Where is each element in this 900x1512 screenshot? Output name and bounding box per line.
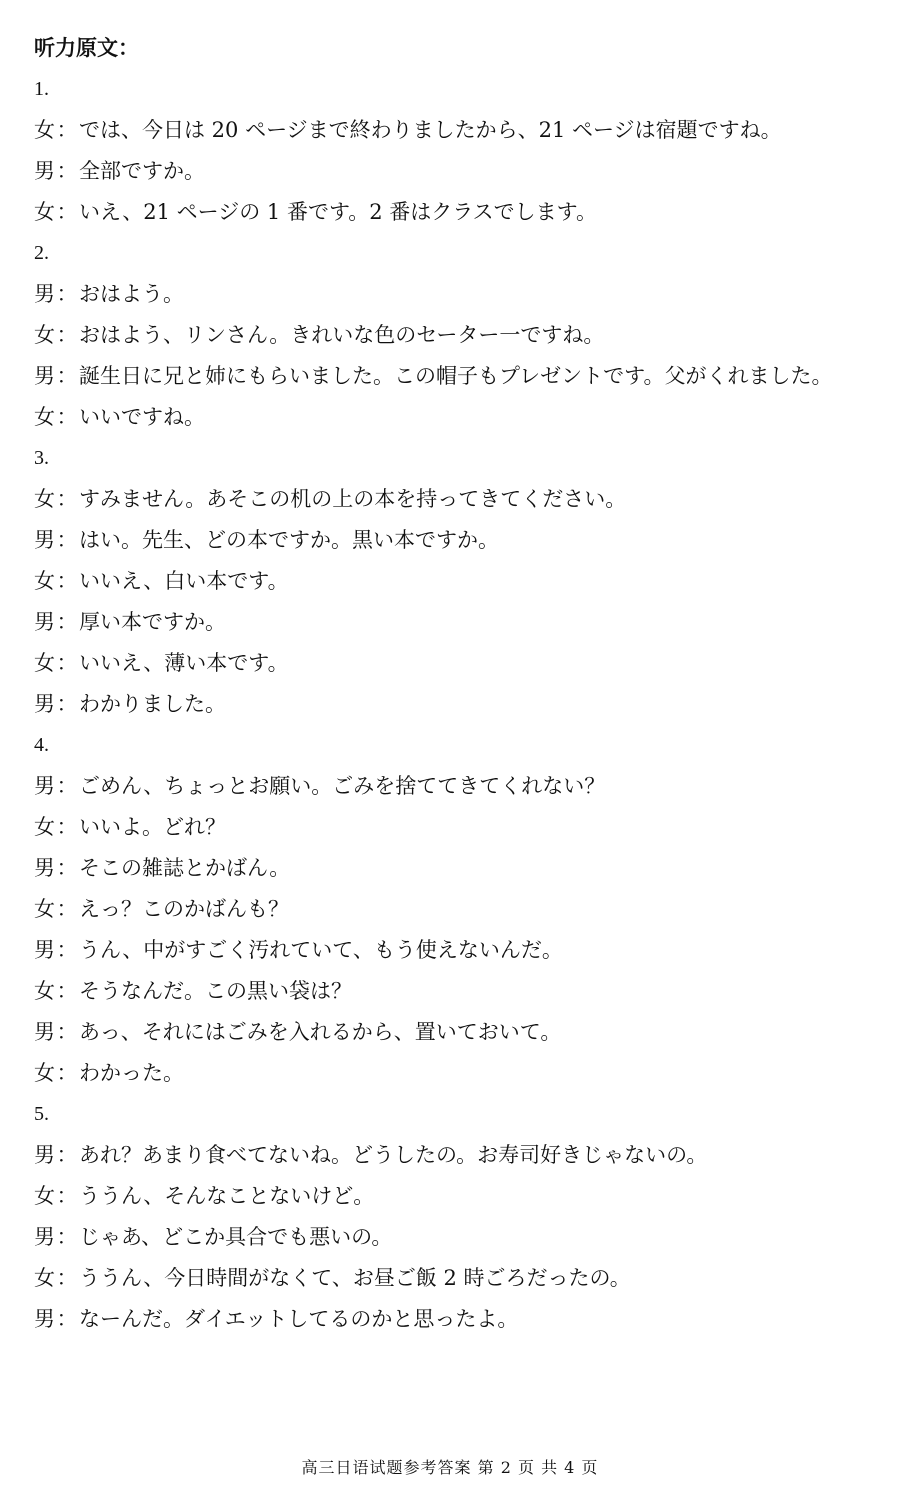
dialogue-line (34, 889, 874, 930)
speaker-label: 女 (34, 118, 55, 142)
speaker-label: 男 (34, 1225, 55, 1249)
dialogue-text: 厚い本ですか。 (79, 610, 226, 634)
speaker-separator: ： (56, 1225, 78, 1249)
speaker-separator: ： (56, 1143, 78, 1167)
dialogue-text: おはよう。 (79, 282, 184, 306)
dialogue-text: そうなんだ。この黒い袋は？ (79, 979, 352, 1003)
dialogue-line (34, 1299, 874, 1340)
dialogue-text: あれ？あまり食べてないね。どうしたの。お寿司好きじゃないの。 (79, 1143, 708, 1167)
dialogue-line (34, 1135, 874, 1176)
dialogue-text: 全部ですか。 (79, 159, 205, 183)
transcript-heading: 听力原文： (34, 36, 139, 60)
dialogue-text: いいですね。 (79, 405, 205, 429)
section-number: 4. (34, 734, 49, 756)
speaker-separator: ： (56, 159, 78, 183)
dialogue-text: わかりました。 (79, 692, 226, 716)
speaker-separator: ： (56, 569, 78, 593)
speaker-label: 男 (34, 610, 55, 634)
dialogue-text: 誕生日に兄と姉にもらいました。この帽子もプレゼントです。父がくれました。 (79, 364, 833, 388)
dialogue-line (34, 192, 874, 233)
dialogue-line (34, 315, 874, 356)
dialogue-text: わかった。 (79, 1061, 184, 1085)
speaker-separator: ： (56, 938, 78, 962)
speaker-separator: ： (56, 1061, 78, 1085)
speaker-separator: ： (56, 1020, 78, 1044)
transcript-page (34, 28, 874, 1340)
speaker-label: 女 (34, 651, 55, 675)
dialogue-text: ううん、そんなことないけど。 (79, 1184, 375, 1208)
speaker-label: 男 (34, 364, 55, 388)
dialogue-line (34, 1176, 874, 1217)
speaker-label: 男 (34, 1143, 55, 1167)
speaker-label: 女 (34, 405, 55, 429)
dialogue-text: はい。先生、どの本ですか。黒い本ですか。 (79, 528, 499, 552)
speaker-label: 女 (34, 979, 55, 1003)
dialogue-line (34, 561, 874, 602)
speaker-separator: ： (56, 282, 78, 306)
section-number: 1. (34, 78, 49, 100)
speaker-label: 男 (34, 282, 55, 306)
speaker-separator: ： (56, 856, 78, 880)
transcript-sections (34, 69, 874, 1340)
dialogue-text: おはよう、リンさん。きれいな色のセーター一ですね。 (79, 323, 605, 347)
speaker-separator: ： (56, 528, 78, 552)
speaker-separator: ： (56, 692, 78, 716)
dialogue-text: いいえ、薄い本です。 (79, 651, 289, 675)
dialogue-text: じゃあ、どこか具合でも悪いの。 (79, 1225, 393, 1249)
dialogue-line (34, 110, 874, 151)
dialogue-line (34, 971, 874, 1012)
speaker-label: 女 (34, 897, 55, 921)
speaker-label: 男 (34, 856, 55, 880)
dialogue-text: うん、中がすごく汚れていて、もう使えないんだ。 (79, 938, 563, 962)
dialogue-line (34, 1012, 874, 1053)
section-number: 3. (34, 447, 49, 469)
dialogue-line (34, 1053, 874, 1094)
speaker-label: 女 (34, 1061, 55, 1085)
speaker-separator: ： (56, 405, 78, 429)
dialogue-text: あっ、それにはごみを入れるから、置いておいて。 (79, 1020, 562, 1044)
dialogue-text: では、今日は 20 ページまで終わりましたから、21 ページは宿題ですね。 (79, 118, 782, 142)
speaker-label: 男 (34, 692, 55, 716)
dialogue-line (34, 684, 874, 725)
speaker-separator: ： (56, 1266, 78, 1290)
speaker-label: 男 (34, 938, 55, 962)
speaker-label: 男 (34, 774, 55, 798)
speaker-label: 女 (34, 1266, 55, 1290)
speaker-label: 女 (34, 815, 55, 839)
speaker-separator: ： (56, 979, 78, 1003)
speaker-label: 女 (34, 1184, 55, 1208)
dialogue-line (34, 479, 874, 520)
speaker-separator: ： (56, 651, 78, 675)
dialogue-line (34, 356, 874, 397)
dialogue-line (34, 520, 874, 561)
dialogue-line (34, 766, 874, 807)
dialogue-text: いいよ。どれ？ (79, 815, 226, 839)
speaker-label: 女 (34, 569, 55, 593)
dialogue-line (34, 397, 874, 438)
page-footer: 高三日语试题参考答案 第 2 页 共 4 页 (301, 1458, 599, 1477)
speaker-separator: ： (56, 1307, 78, 1331)
speaker-separator: ： (56, 487, 78, 511)
dialogue-line (34, 151, 874, 192)
dialogue-text: いえ、21 ページの 1 番です。2 番はクラスでします。 (79, 200, 597, 224)
speaker-separator: ： (56, 815, 78, 839)
speaker-separator: ： (56, 774, 78, 798)
speaker-label: 女 (34, 200, 55, 224)
dialogue-line (34, 274, 874, 315)
speaker-label: 男 (34, 1020, 55, 1044)
speaker-separator: ： (56, 364, 78, 388)
speaker-label: 女 (34, 487, 55, 511)
speaker-label: 男 (34, 159, 55, 183)
speaker-label: 男 (34, 528, 55, 552)
speaker-label: 男 (34, 1307, 55, 1331)
dialogue-text: そこの雑誌とかばん。 (79, 856, 291, 880)
dialogue-text: ううん、今日時間がなくて、お昼ご飯 2 時ごろだったの。 (79, 1266, 631, 1290)
dialogue-line (34, 848, 874, 889)
dialogue-line (34, 807, 874, 848)
dialogue-line (34, 930, 874, 971)
speaker-separator: ： (56, 1184, 78, 1208)
speaker-separator: ： (56, 118, 78, 142)
section-number: 5. (34, 1103, 49, 1125)
speaker-separator: ： (56, 610, 78, 634)
dialogue-line (34, 1258, 874, 1299)
dialogue-line (34, 1217, 874, 1258)
dialogue-line (34, 602, 874, 643)
section-number: 2. (34, 242, 49, 264)
dialogue-text: いいえ、白い本です。 (79, 569, 289, 593)
speaker-separator: ： (56, 897, 78, 921)
dialogue-text: すみません。あそこの机の上の本を持ってきてください。 (79, 487, 627, 511)
dialogue-text: なーんだ。ダイエットしてるのかと思ったよ。 (79, 1307, 519, 1331)
dialogue-line (34, 643, 874, 684)
speaker-separator: ： (56, 323, 78, 347)
speaker-label: 女 (34, 323, 55, 347)
dialogue-text: えっ？このかばんも？ (79, 897, 289, 921)
dialogue-text: ごめん、ちょっとお願い。ごみを捨ててきてくれない？ (79, 774, 606, 798)
speaker-separator: ： (56, 200, 78, 224)
